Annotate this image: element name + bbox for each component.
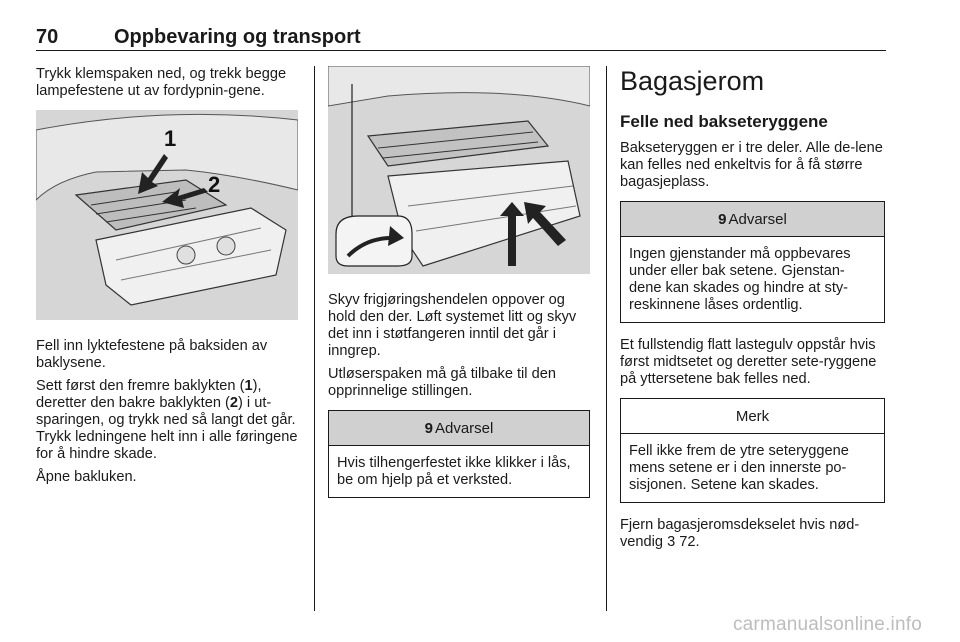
page-reference-icon[interactable]: 3 xyxy=(667,534,676,550)
warning-icon: 9 xyxy=(718,211,727,228)
note-header: Merk xyxy=(621,399,884,434)
paragraph: Skyv frigjøringshendelen oppover og hold den der. Løft systemet litt og skyv det inn i støtfangeren inntil det går i inngrep. xyxy=(328,292,577,359)
column-divider xyxy=(314,66,315,611)
note-text: Fell ikke frem de ytre seteryggene mens setene er i den innerste po-sisjonen. Setene kan skades. xyxy=(629,443,849,493)
column-3 xyxy=(620,66,885,557)
lamp-bracket-drawing xyxy=(36,110,298,320)
paragraph: Fell inn lyktefestene på baksiden av baklysene. xyxy=(36,338,268,371)
note-box xyxy=(620,398,885,503)
chapter-title: Oppbevaring og transport xyxy=(114,26,361,48)
paragraph: Åpne bakluken. xyxy=(36,469,137,485)
column-2 xyxy=(328,66,590,512)
paragraph: Trykk klemspaken ned, og trekk begge lampefestene ut av fordypnin-gene. xyxy=(36,66,287,99)
warning-header: 9 Advarsel xyxy=(329,411,589,446)
warning-box xyxy=(328,410,590,498)
section-title: Bagasjerom xyxy=(620,66,765,96)
subsection-title: Felle ned bakseteryggene xyxy=(620,112,828,131)
page-number: 70 xyxy=(36,26,59,48)
warning-header: 9 Advarsel xyxy=(621,202,884,237)
watermark: carmanualsonline.info xyxy=(732,614,922,635)
illustration-release-lever xyxy=(328,66,590,274)
paragraph: Fjern bagasjeromsdekselet hvis nød-vendig 3 72. xyxy=(620,517,860,550)
column-divider xyxy=(606,66,607,611)
release-lever-drawing xyxy=(328,66,590,274)
paragraph: Utløserspaken må gå tilbake til den opprinnelige stillingen. xyxy=(328,366,556,399)
warning-text: Ingen gjenstander må oppbevares under eller bak setene. Gjenstan-dene kan skades og hindre at sty-reskinnene låses ordentlig. xyxy=(629,246,851,313)
column-1 xyxy=(36,66,298,492)
warning-box xyxy=(620,201,885,323)
paragraph: Bakseteryggen er i tre deler. Alle de-lene kan felles ned enkeltvis for å få større bagasjeplass. xyxy=(620,140,883,190)
warning-text: Hvis tilhengerfestet ikke klikker i lås, be om hjelp på et verksted. xyxy=(337,455,571,488)
callout-1: 1 xyxy=(164,126,177,151)
page-header xyxy=(36,26,886,51)
paragraph: Et fullstendig flatt lastegulv oppstår hvis først midtsetet og deretter sete-ryggene på yttersetene bak felles ned. xyxy=(620,337,877,387)
paragraph: Sett først den fremre baklykten (1), deretter den bakre baklykten (2) i ut-sparingen, og trykk ned så langt det går. Trykk ledningene helt inn i alle føringene for å hindre skade. xyxy=(36,378,298,462)
warning-icon: 9 xyxy=(424,420,433,437)
callout-2: 2 xyxy=(208,172,221,197)
illustration-lamp-brackets xyxy=(36,110,298,320)
